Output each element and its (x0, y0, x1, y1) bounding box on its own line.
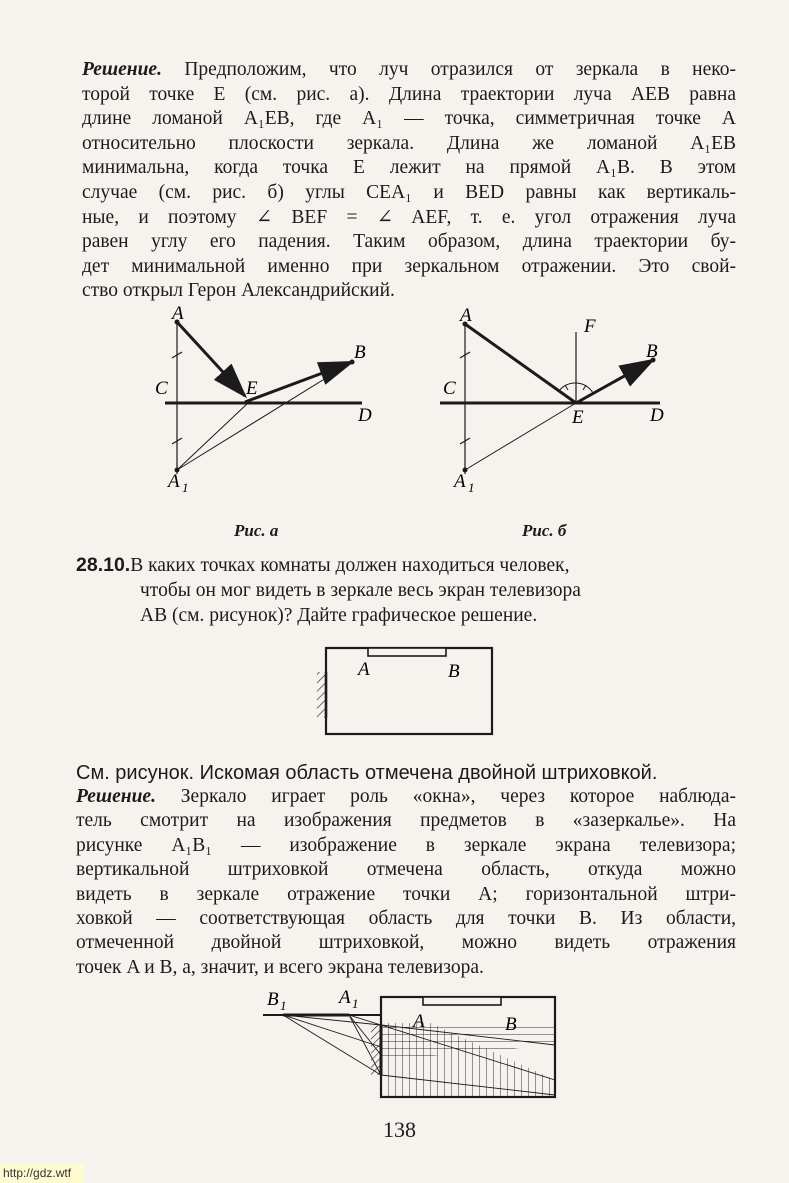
label-c: C (443, 378, 456, 399)
label-c: C (155, 378, 168, 399)
solution-line: вертикальной штриховкой отмечена область, откуда можно (76, 859, 736, 881)
figure-b-caption: Рис. б (522, 521, 567, 540)
label-b1: B (267, 989, 279, 1010)
solution-line: Зеркало играет роль «окна», через которое наблюда- (155, 786, 736, 807)
solution-line: отмеченной двойной штриховкой, можно видеть отражения (76, 932, 736, 954)
figure-a (140, 302, 400, 502)
label-a1: A (339, 987, 351, 1008)
solution-paragraph-1 (82, 58, 736, 304)
label-a1-sub: 1 (468, 480, 475, 495)
label-b: B (354, 342, 366, 363)
solution-line: минимальна, когда точка E лежит на прямой A₁B. В этом (82, 157, 736, 179)
label-a: A (358, 659, 370, 680)
solution-figure (255, 985, 575, 1100)
solution-line: тель смотрит на изображения предметов в «зазеркалье». На (76, 810, 736, 832)
solution-label: Решение. (76, 786, 156, 807)
label-d: D (650, 405, 664, 426)
watermark-link[interactable]: http://gdz.wtf (0, 1163, 84, 1183)
problem-line: В каких точках комнаты должен находиться человек, (130, 555, 570, 576)
solution-line: торой точке E (см. рис. а). Длина траектории луча AEB равна (82, 83, 736, 105)
line-a1-e (465, 403, 576, 470)
label-a: A (413, 1011, 425, 1032)
label-a: A (172, 303, 184, 324)
solution-line: рисунке A₁B₁ — изображение в зеркале экрана телевизора; (76, 834, 736, 856)
label-a1-sub: 1 (182, 480, 189, 495)
label-b: B (505, 1014, 517, 1035)
label-a1: A (168, 471, 180, 492)
label-e: E (246, 378, 258, 399)
solution-line: ховкой — соответствующая область для точки B. Из области, (76, 908, 736, 930)
solution-line: ство открыл Герон Александрийский. (82, 280, 395, 302)
figure-a-caption: Рис. а (234, 521, 279, 540)
label-f: F (584, 316, 596, 337)
label-d: D (358, 405, 372, 426)
problem-28-10 (76, 553, 736, 628)
line-a1-b (177, 362, 352, 470)
label-a1: A (454, 471, 466, 492)
reflected-ray (245, 362, 352, 402)
line-a1-e (177, 403, 248, 470)
solution-line: равен углу его падения. Таким образом, длина траектории бу- (82, 231, 736, 253)
solution-line: точек A и B, а, значит, и всего экрана телевизора. (76, 956, 484, 978)
problem-line: AB (см. рисунок)? Дайте графическое решение. (140, 605, 538, 626)
solution-line: видеть в зеркале отражение точки A; горизонтальной штри- (76, 883, 736, 905)
tv-screen (368, 648, 446, 656)
label-b1-sub: 1 (280, 998, 287, 1013)
solution-label: Решение. (82, 59, 162, 80)
incident-ray (177, 322, 245, 396)
solution-line: длине ломаной A₁EB, где A₁ — точка, симметричная точке A (82, 108, 736, 130)
solution-line: относительно плоскости зеркала. Длина же ломаной A₁EB (82, 132, 736, 154)
solution-paragraph-2 (76, 785, 736, 980)
label-a1-sub: 1 (352, 996, 359, 1011)
solution-line: ные, и поэтому ∠ BEF = ∠ AEF, т. е. угол отражения луча (82, 206, 736, 228)
room-outline (326, 648, 492, 734)
label-a: A (460, 305, 472, 326)
solution-line: дет минимальной именно при зеркальном отражении. Это свой- (82, 255, 736, 277)
solution-line: случае (см. рис. б) углы CEA₁ и BED равны как вертикаль- (82, 181, 736, 203)
answer-note: См. рисунок. Искомая область отмечена двойной штриховкой. (76, 762, 658, 784)
label-e: E (572, 407, 584, 428)
reflected-ray (576, 360, 653, 403)
problem-number: 28.10. (76, 554, 131, 576)
room-figure (300, 640, 520, 740)
mirror-wall-hatching (317, 672, 326, 718)
solution-line: Предположим, что луч отразился от зеркала в неко- (161, 59, 736, 80)
label-b: B (646, 341, 658, 362)
page-number: 138 (383, 1117, 416, 1142)
label-b: B (448, 661, 460, 682)
tv-screen (423, 997, 501, 1005)
problem-line: чтобы он мог видеть в зеркале весь экран телевизора (140, 580, 581, 601)
figure-b (428, 302, 688, 502)
